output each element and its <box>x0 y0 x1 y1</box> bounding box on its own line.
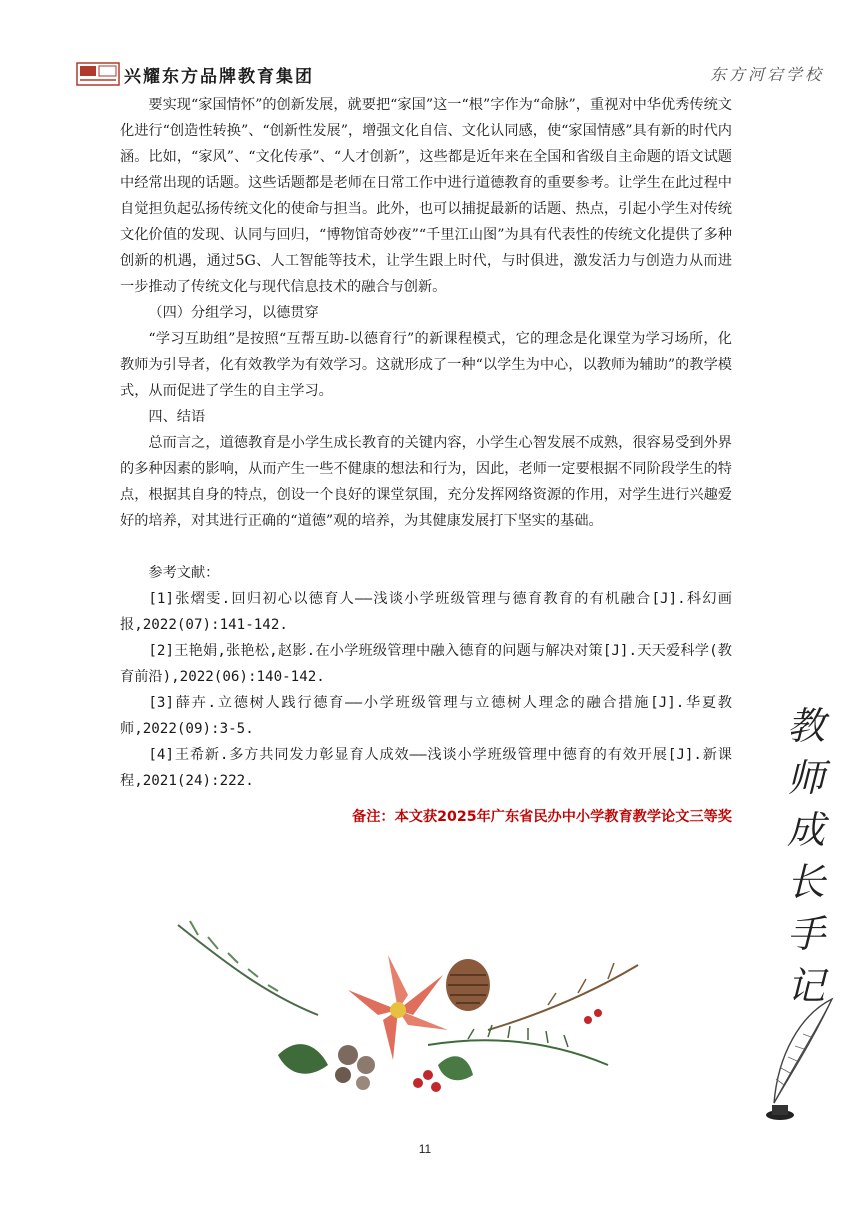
paragraph: “学习互助组”是按照“互帮互助-以德育行”的新课程模式，它的理念是化课堂为学习场所，化教师为引导者，化有效教学为有效学习。这就形成了一种“以学生为中心，以教师为辅助”的教学模式，从而促进了学生的自主学习。 <box>120 331 732 399</box>
side-title <box>776 700 836 1012</box>
school-name: 东方河宕学校 <box>709 65 824 84</box>
side-title-char: 师 <box>786 756 825 800</box>
reference-item: [4]王希新.多方共同发力彰显育人成效——浅谈小学班级管理中德育的有效开展[J].新课程,2021(24):222. <box>120 747 732 789</box>
award-note: 备注：本文获2025年广东省民办中小学教育教学论文三等奖 <box>352 809 732 825</box>
school-logo-icon <box>76 62 120 86</box>
floral-wreath-icon <box>168 905 648 1105</box>
side-title-char: 教 <box>786 704 825 748</box>
reference-item: [3]薛卉.立德树人践行德育——小学班级管理与立德树人理念的融合措施[J].华夏教师,2022(09):3-5. <box>120 695 732 737</box>
paragraph: 要实现“家国情怀”的创新发展，就要把“家国”这一“根”字作为“命脉”，重视对中华优秀传统文化进行“创造性转换”、“创新性发展”，增强文化自信、文化认同感，使“家国情感”具有新的时代内涵。比如，“家风”、“文化传承”、“人才创新”，这些都是近年来在全国和省级自主命题的语文试题中经常出现的话题。这些话题都是老师在日常工作中进行道德教育的重要参考。让学生在此过程中自觉担负起弘扬传统文化的使命与担当。此外，也可以捕捉最新的话题、热点，引起小学生对传统文化价值的发现、认同与回归，“博物馆奇妙夜”“千里江山图”为具有代表性的传统文化提供了多种创新的机遇，通过5G、人工智能等技术，让学生跟上时代，与时俱进，激发活力与创造力从而进一步推动了传统文化与现代信息技术的融合与创新。 <box>120 97 732 295</box>
section-heading: （四）分组学习，以德贯穿 <box>148 305 319 321</box>
side-title-char: 长 <box>786 860 825 904</box>
side-title-char: 手 <box>786 912 825 956</box>
paragraph: 总而言之，道德教育是小学生成长教育的关键内容，小学生心智发展不成熟，很容易受到外界的多种因素的影响，从而产生一些不健康的想法和行为，因此，老师一定要根据不同阶段学生的特点，根据其自身的特点，创设一个良好的课堂氛围，充分发挥网络资源的作用，对学生进行兴趣爱好的培养，对其进行正确的“道德”观的培养，为其健康发展打下坚实的基础。 <box>120 435 732 529</box>
group-name: 兴耀东方品牌教育集团 <box>124 67 314 87</box>
reference-item: [2]王艳娟,张艳松,赵影.在小学班级管理中融入德育的问题与解决对策[J].天天爱科学(教育前沿),2022(06):140-142. <box>120 643 732 685</box>
page-number: 11 <box>418 1142 432 1156</box>
section-heading: 四、结语 <box>148 409 206 425</box>
references-title: 参考文献： <box>148 565 220 581</box>
article-body <box>120 92 732 826</box>
side-title-char: 成 <box>786 808 825 852</box>
reference-item: [1]张熠雯.回归初心以德育人——浅谈小学班级管理与德育教育的有机融合[J].科幻画报,2022(07):141-142. <box>120 591 732 633</box>
quill-pen-icon <box>760 995 840 1125</box>
side-title-char: 记 <box>786 964 825 1008</box>
